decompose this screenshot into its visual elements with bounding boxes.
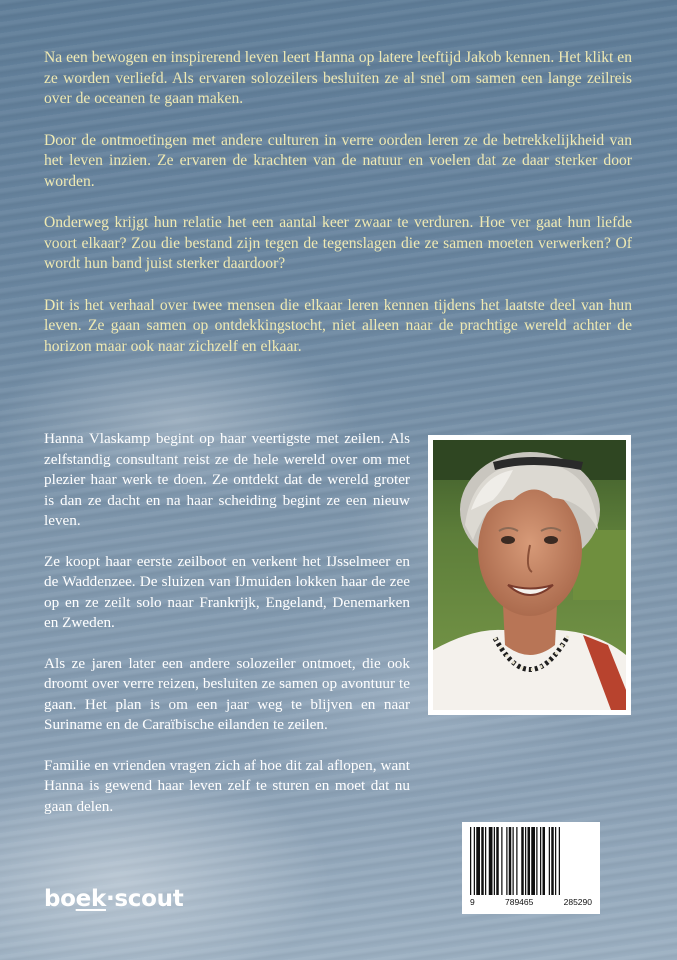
barcode-bar bbox=[476, 827, 480, 895]
author-photo bbox=[428, 435, 631, 715]
blurb-paragraph-2: Door de ontmoetingen met andere culturen in verre oorden leren ze de betrekkelijkheid van het leven inzien. Ze ervaren de krachten van de natuur en voelen dat ze daar sterker door worden. bbox=[44, 131, 632, 190]
bio-paragraph-2: Ze koopt haar eerste zeilboot en verkent het IJsselmeer en de Waddenzee. De sluizen van IJmuiden lokken haar de zee op en ze zeilt solo naar Frankrijk, Engeland, Denemarken en Zweden. bbox=[44, 552, 410, 631]
blurb-paragraph-1: Na een bewogen en inspirerend leven leert Hanna op latere leeftijd Jakob kennen. Het klikt en ze worden verliefd. Als ervaren solozeilers besluiten ze al snel om samen een lange zeilreis over de oceanen te gaan maken. bbox=[44, 49, 632, 107]
barcode-bar bbox=[559, 827, 560, 895]
barcode-bar bbox=[521, 827, 524, 895]
barcode-digit-first: 9 bbox=[470, 897, 475, 907]
author-portrait-image bbox=[433, 440, 626, 710]
barcode-bar bbox=[531, 827, 535, 895]
barcode-numbers bbox=[468, 897, 594, 907]
barcode-bar bbox=[525, 827, 526, 895]
barcode-bar bbox=[501, 827, 502, 895]
barcode-group-left: 789465 bbox=[504, 897, 534, 907]
back-cover-blurb bbox=[44, 48, 632, 378]
barcode-bar bbox=[489, 827, 493, 895]
bio-paragraph-1: Hanna Vlaskamp begint op haar veertigste met zeilen. Als zelfstandig consultant reist ze de hele wereld over om met plezier haar werk te doen. Ze ontdekt dat de wereld groter is dan ze dacht en na haar scheiding begint ze een nieuw leven. bbox=[44, 430, 410, 529]
barcode-bar bbox=[470, 827, 471, 895]
barcode-bar bbox=[516, 827, 517, 895]
barcode-bar bbox=[549, 827, 550, 895]
barcode-bar bbox=[540, 827, 541, 895]
barcode-bar bbox=[509, 827, 512, 895]
author-bio bbox=[44, 429, 410, 837]
bio-paragraph-4: Familie en vrienden vragen zich af hoe dit zal aflopen, want Hanna is gewend haar leven zelf te sturen en moet dat nu gaan delen. bbox=[44, 756, 410, 815]
barcode-bar bbox=[506, 827, 507, 895]
barcode-bar bbox=[555, 827, 556, 895]
barcode-bar bbox=[481, 827, 484, 895]
isbn-barcode bbox=[462, 822, 600, 914]
barcode-bar bbox=[474, 827, 475, 895]
barcode-bar bbox=[496, 827, 499, 895]
blurb-paragraph-4: Dit is het verhaal over twee mensen die elkaar leren kennen tijdens het laatste deel van hun leven. Ze gaan samen op ontdekkingstocht, niet alleen naar de prachtige wereld achter de horizon maar ook naar zichzelf en elkaar. bbox=[44, 296, 632, 355]
barcode-bars bbox=[468, 827, 594, 895]
bio-paragraph-3: Als ze jaren later een andere solozeiler ontmoet, die ook droomt over verre reizen, besluiten ze samen op avontuur te gaan. Het plan is om een jaar weg te blijven en naar Suriname en de Caraïbische eilanden te zeilen. bbox=[44, 654, 410, 733]
barcode-bar bbox=[551, 827, 554, 895]
publisher-logo: boek·scout bbox=[44, 886, 184, 912]
barcode-bar bbox=[543, 827, 546, 895]
barcode-bar bbox=[536, 827, 537, 895]
barcode-group-right: 285290 bbox=[563, 897, 592, 907]
barcode-bar bbox=[485, 827, 486, 895]
barcode-bar bbox=[513, 827, 514, 895]
barcode-bar bbox=[494, 827, 495, 895]
barcode-bar bbox=[528, 827, 531, 895]
blurb-paragraph-3: Onderweg krijgt hun relatie het een aantal keer zwaar te verduren. Hoe ver gaat hun liefde voort elkaar? Zou die bestand zijn tegen de tegenslagen die ze samen moeten verwerken? Of wordt hun band juist sterker daardoor? bbox=[44, 214, 632, 272]
